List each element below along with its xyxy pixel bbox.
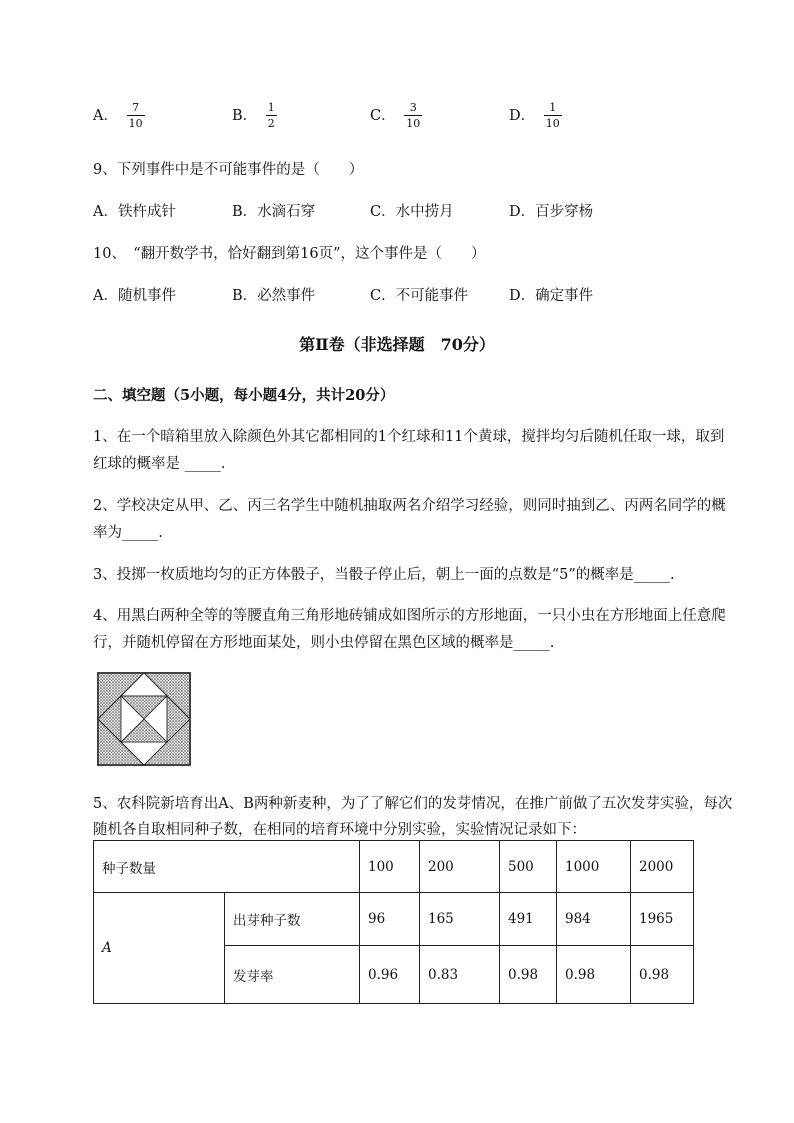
table-header-label: 种子数量 bbox=[94, 841, 360, 893]
table-cell: 491 bbox=[500, 893, 557, 946]
q10-option-c: C．不可能事件 bbox=[370, 288, 469, 304]
option-label: D． bbox=[509, 107, 536, 124]
q8-option-d bbox=[509, 102, 562, 129]
fraction bbox=[404, 102, 422, 129]
q9-option-d: D．百步穿杨 bbox=[509, 204, 594, 220]
q10-option-d: D．确定事件 bbox=[509, 288, 594, 304]
table-row bbox=[94, 893, 694, 946]
table-cell: 500 bbox=[500, 841, 557, 893]
denominator: 10 bbox=[545, 117, 560, 130]
fill-q2-line2: 率为_____. bbox=[93, 525, 163, 541]
table-cell: 0.96 bbox=[360, 946, 420, 1004]
table-row-label: 发芽率 bbox=[225, 946, 360, 1004]
q8-option-c bbox=[370, 102, 422, 129]
table-cell: 0.83 bbox=[420, 946, 500, 1004]
table-cell: 200 bbox=[420, 841, 500, 893]
fraction bbox=[544, 102, 562, 129]
denominator: 10 bbox=[128, 117, 143, 130]
option-label: C． bbox=[370, 107, 396, 124]
table-cell: 96 bbox=[360, 893, 420, 946]
q9-option-b: B．水滴石穿 bbox=[232, 204, 316, 220]
question-9-text: 9、下列事件中是不可能事件的是（ ） bbox=[93, 162, 364, 178]
q9-option-c: C．水中捞月 bbox=[370, 204, 454, 220]
fraction bbox=[127, 102, 145, 129]
table-cell: 1965 bbox=[631, 893, 694, 946]
numerator: 3 bbox=[404, 102, 422, 116]
fill-q4-line2: 行，并随机停留在方形地面某处，则小虫停留在黑色区域的概率是_____. bbox=[93, 635, 555, 651]
table-cell: 100 bbox=[360, 841, 420, 893]
fill-q4-line1: 4、用黑白两种全等的等腰直角三角形地砖铺成如图所示的方形地面，一只小虫在方形地面上任意爬 bbox=[93, 608, 726, 624]
option-label: A． bbox=[93, 107, 118, 124]
table-cell: 0.98 bbox=[557, 946, 631, 1004]
numerator: 7 bbox=[127, 102, 145, 116]
numerator: 1 bbox=[544, 102, 562, 116]
denominator: 2 bbox=[267, 117, 275, 130]
part-title: 第Ⅱ卷（非选择题 70分） bbox=[299, 335, 495, 354]
q10-option-a: A．随机事件 bbox=[93, 288, 176, 304]
question-10-text: 10、 “翻开数学书，恰好翻到第16页”，这个事件是（ ） bbox=[93, 246, 486, 262]
section-title: 二、填空题（5小题，每小题4分，共计20分） bbox=[93, 387, 395, 404]
table-cell: 1000 bbox=[557, 841, 631, 893]
numerator: 1 bbox=[267, 101, 275, 114]
fill-q2-line1: 2、学校决定从甲、乙、丙三名学生中随机抽取两名介绍学习经验，则同时抽到乙、丙两名同学的概 bbox=[93, 498, 726, 514]
fill-q3-line1: 3、投掷一枚质地均匀的正方体骰子，当骰子停止后，朝上一面的点数是“5”的概率是_____. bbox=[93, 567, 675, 583]
table-row bbox=[94, 841, 694, 893]
table-row-label: 出芽种子数 bbox=[225, 893, 360, 946]
table-group-label: A bbox=[94, 893, 225, 1004]
q10-option-b: B．必然事件 bbox=[232, 288, 316, 304]
fraction bbox=[266, 102, 277, 129]
tile-floor-figure bbox=[97, 672, 191, 770]
q8-option-b bbox=[232, 102, 277, 129]
fill-q5-line2: 随机各自取相同种子数，在相同的培育环境中分别实验，实验情况记录如下： bbox=[93, 822, 586, 838]
germination-table bbox=[93, 840, 694, 1004]
fill-q1-line2: 红球的概率是 _____. bbox=[93, 456, 226, 472]
tile-floor-diagram bbox=[97, 672, 191, 766]
table-cell: 2000 bbox=[631, 841, 694, 893]
table-cell: 0.98 bbox=[500, 946, 557, 1004]
option-label: B． bbox=[232, 107, 258, 124]
fill-q5-line1: 5、农科院新培育出A、B两种新麦种，为了了解它们的发芽情况，在推广前做了五次发芽实验，每次 bbox=[93, 796, 733, 812]
q8-option-a bbox=[93, 102, 145, 129]
table-cell: 165 bbox=[420, 893, 500, 946]
table-cell: 0.98 bbox=[631, 946, 694, 1004]
fill-q1-line1: 1、在一个暗箱里放入除颜色外其它都相同的1个红球和11个黄球，搅拌均匀后随机任取一球，取到 bbox=[93, 429, 725, 445]
denominator: 10 bbox=[406, 117, 421, 130]
table-cell: 984 bbox=[557, 893, 631, 946]
q9-option-a: A．铁杵成针 bbox=[93, 204, 176, 220]
